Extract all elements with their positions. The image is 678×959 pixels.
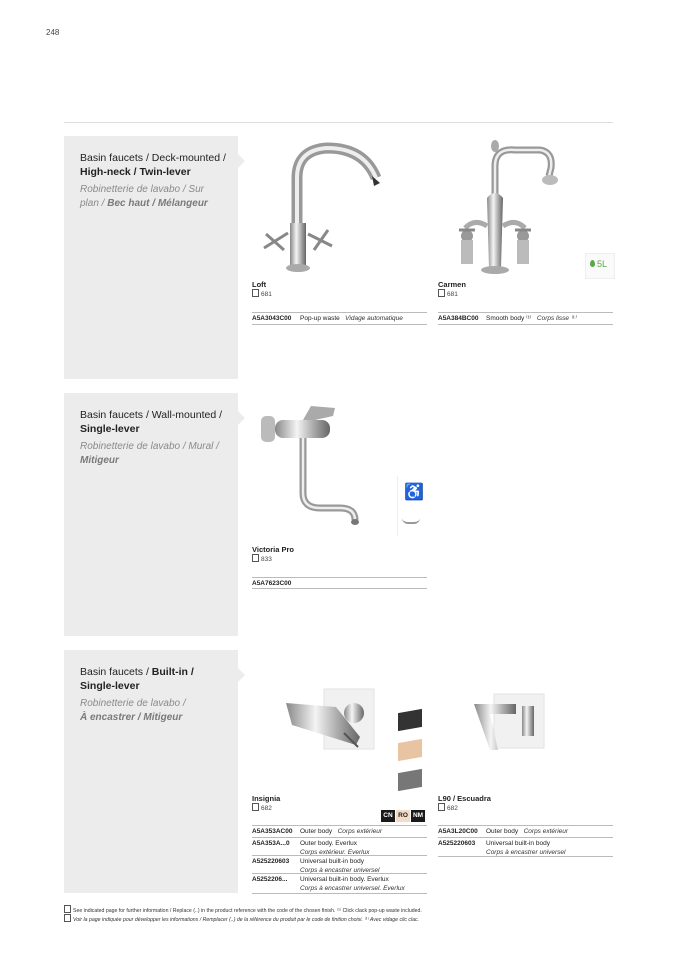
footnote-en: See indicated page for further information / Replace (..) in the product reference with the code of the chosen finish. ⁽¹⁾ Click clack pop-up waste included. bbox=[64, 905, 422, 914]
page-icon bbox=[64, 914, 71, 922]
finish-code-ro: RO bbox=[396, 810, 410, 822]
section-title: Basin faucets / Deck-mounted / High-neck / Twin-lever bbox=[80, 152, 226, 178]
product-name-carmen: Carmen bbox=[438, 280, 466, 289]
section-subtitle: Robinetterie de lavabo / À encastrer / Mitigeur bbox=[80, 698, 186, 723]
top-divider bbox=[64, 122, 613, 123]
water-drop-icon bbox=[590, 260, 595, 267]
section-header-wall-mounted bbox=[64, 393, 238, 636]
page-icon bbox=[252, 289, 259, 297]
reference-row: A525220603 Universal built-in body Corps à encastrer universel bbox=[252, 855, 427, 875]
section-subtitle: Robinetterie de lavabo / Mural / Mitigeur bbox=[80, 441, 219, 466]
reference-row: A5252206... Universal built-in body. Everlux Corps à encastrer universel. Everlux bbox=[252, 873, 427, 893]
page-icon bbox=[438, 289, 445, 297]
badge-label: 5L bbox=[597, 259, 608, 269]
carmen-faucet-image bbox=[445, 138, 575, 283]
reference-row: A5A3L20C00 Outer body Corps extérieur bbox=[438, 825, 613, 837]
page-icon bbox=[438, 803, 445, 811]
section-header-deck-mounted bbox=[64, 136, 238, 379]
wheelchair-icon: ♿ bbox=[404, 484, 424, 501]
section-header-built-in bbox=[64, 650, 238, 893]
section-subtitle: Robinetterie de lavabo / Sur plan / Bec haut / Mélangeur bbox=[80, 184, 208, 209]
reference-row: A525220603 Universal built-in body Corps à encastrer universel bbox=[438, 837, 613, 857]
product-page-ref: 833 bbox=[252, 554, 272, 563]
product-page-ref: 681 bbox=[252, 289, 272, 298]
loft-faucet-image bbox=[252, 138, 388, 278]
page-icon bbox=[252, 803, 259, 811]
rose-gold-finish-swatch bbox=[398, 739, 422, 761]
product-page-ref: 681 bbox=[438, 289, 458, 298]
product-page-ref: 682 bbox=[252, 803, 272, 812]
reference-row: A5A7623C00 bbox=[252, 577, 427, 589]
ref-divider bbox=[252, 893, 427, 894]
reference-row: A5A3043C00 Pop-up waste Vidage automatique bbox=[252, 312, 427, 324]
product-name-victoria-pro: Victoria Pro bbox=[252, 545, 294, 554]
finish-code-cn: CN bbox=[381, 810, 395, 822]
accessory-icons bbox=[397, 476, 426, 536]
gunmetal-finish-swatch bbox=[398, 769, 422, 791]
page-icon bbox=[252, 554, 259, 562]
page-number: 248 bbox=[46, 28, 60, 37]
reference-row: A5A384BC00 Smooth body ⁽¹⁾ Corps lisse ⁽¹⁾ bbox=[438, 312, 613, 324]
section-title: Basin faucets / Built-in / Single-lever bbox=[80, 666, 194, 692]
insignia-faucet-image bbox=[284, 685, 384, 760]
reference-row: A5A353AC00 Outer body Corps extérieur bbox=[252, 825, 427, 837]
lever-handle-icon bbox=[402, 514, 420, 524]
footnote-fr: Voir la page indiquée pour développer les informations / Remplacer (..) de la référence du produit par le code de finition choisi. ⁽¹⁾ Avec vidage clic clac. bbox=[64, 914, 419, 923]
section-title: Basin faucets / Wall-mounted / Single-lever bbox=[80, 409, 223, 435]
finish-code-nm: NM bbox=[411, 810, 425, 822]
finish-swatch-images bbox=[396, 707, 424, 793]
product-name-insignia: Insignia bbox=[252, 794, 281, 803]
ref-divider bbox=[438, 324, 613, 325]
ref-divider bbox=[438, 856, 613, 857]
product-name-l90-escuadra: L90 / Escuadra bbox=[438, 794, 491, 803]
black-finish-swatch bbox=[398, 709, 422, 731]
ref-divider bbox=[252, 324, 427, 325]
product-page-ref: 682 bbox=[438, 803, 458, 812]
reference-row: A5A353A...0 Outer body. Everlux Corps extérieur. Everlux bbox=[252, 837, 427, 857]
l90-escuadra-faucet-image bbox=[472, 690, 552, 760]
product-name-loft: Loft bbox=[252, 280, 267, 289]
page-icon bbox=[64, 905, 71, 913]
water-saving-badge bbox=[585, 253, 615, 279]
victoria-pro-faucet-image bbox=[255, 398, 395, 533]
ref-divider bbox=[252, 588, 427, 589]
